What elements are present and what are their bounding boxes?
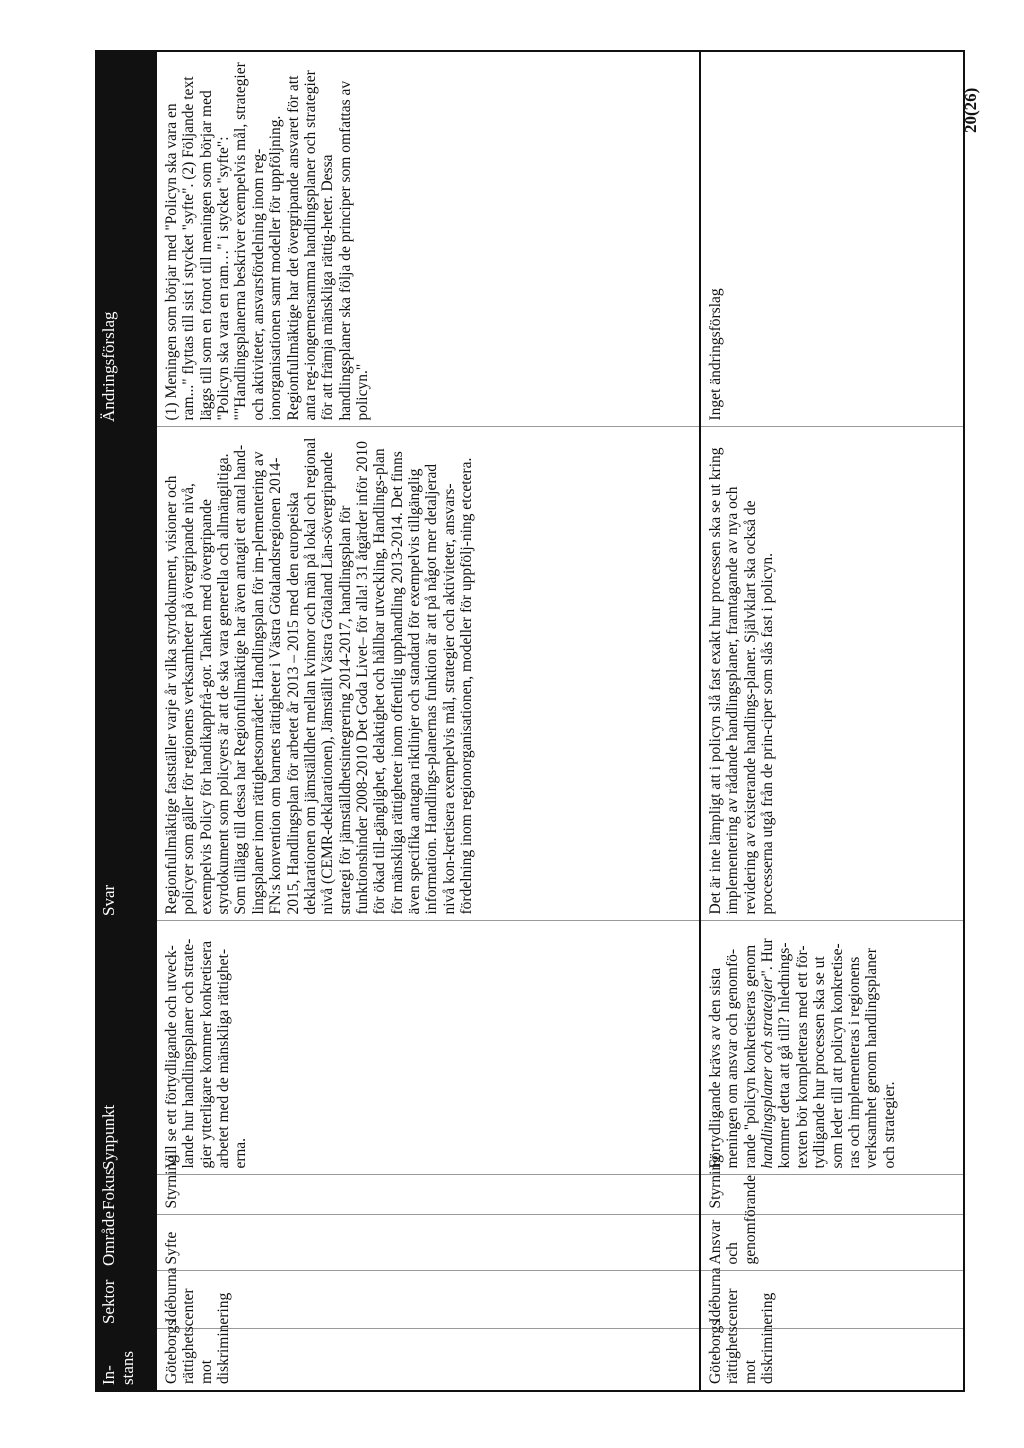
table-header-row (96, 51, 156, 1391)
header-sektor: Sektor (96, 1271, 156, 1329)
header-svar: Svar (96, 427, 156, 921)
table-row (156, 51, 700, 1391)
cell-andringsforslag: (1) Meningen som börjar med "Policyn ska vara en ram..." flyttas till sist i stycket "syfte". (2) Följande text läggs till som en fotnot till meningen som börjar med "Policyn ska vara en ram…" i stycket "syfte": ""Handlingsplanerna beskriver exempelvis mål, strategier och aktiviteter, ansvarsfördelning inom reg-ionorganisationen samt modeller för uppföljning. Regionfullmäktige har det övergripande ansvaret för att anta reg-iongemensamma handlingsplaner och strategier för att främja mänskliga rättig-heter. Dessa handlingsplaner ska följa de principer som omfattas av policyn." (156, 51, 700, 427)
cell-synpunkt (700, 921, 964, 1175)
synpunkt-text-a: Förtydligande krävs av den sista meningen om ansvar och genomfö-rande "policyn konkretiseras genom (707, 944, 759, 1169)
cell-sektor: Idéburna (700, 1271, 964, 1329)
synpunkt-text-b: ". Hur kommer detta att gå till? Inlednings-texten bör kompletteras med ett för-tydligande hur processen ska se ut som leder till att policyn konkretise-ras och implementeras i regionens verksamhet genom handlingsplaner och strategier. (759, 938, 898, 1169)
cell-svar: Det är inte lämpligt att i policyn slå fast exakt hur processen ska se ut kring implementering av rådande handlingsplaner, framtagande av nya och revidering av existerande handlings-planer. Självklart ska också de processerna utgå från de prin-ciper som slås fast i policyn. (700, 427, 964, 921)
rotated-table-frame (95, 52, 945, 1392)
cell-svar: Regionfullmäktige fastställer varje år vilka styrdokument, visioner och policyer som gäller för regionens verksamheter på övergripande nivå, exempelvis Policy för handikappfrå-gor. Tanken med övergripande styrdokument som policyers är att de ska vara generella och allmängiltiga. Som tillägg till dessa har Regionfullmäktige har även antagit ett antal hand-lingsplaner inom rättighetsområdet: Handlingsplan för im-plementering av FN:s konvention om barnets rättigheter i Västra Götalandsregionen 2014-2015, Handlingsplan för arbetet år 2013 – 2015 med den europeiska deklarationen om jämställdhet mellan kvinnor och män på lokal och regional nivå (CEMR-deklarationen), Jämställt Västra Götaland Län-sövergripande strategi för jämställdhetsintegrering 2014-2017, handlingsplan för funktionshinder 2008-2010 Det Goda Livet– för alla! 31 åtgärder inför 2010 för ökad till-gänglighet, delaktighet och hållbar utveckling, Handlings-plan för mänskliga rättigheter inom offentlig upphandling 2013-2014. Det finns även specifika antagna riktlinjer och standard för exempelvis tillgänglig information. Handlings-planernas funktion är att på något mer detaljerad nivå kon-kretisera exempelvis mål, strategier och aktiviteter, ansvars-fördelning inom regionorganisationen, modeller för uppfölj-ning etcetera. (156, 427, 700, 921)
header-andringsforslag: Ändringsförslag (96, 51, 156, 427)
cell-sektor: Idéburna (156, 1271, 700, 1329)
cell-andringsforslag: Inget ändringsförslag (700, 51, 964, 427)
cell-omrade: Ansvar och genomförande (700, 1215, 964, 1271)
header-synpunkt: Synpunkt (96, 921, 156, 1175)
header-omrade: Område (96, 1215, 156, 1271)
cell-fokus: Styrning (700, 1175, 964, 1215)
cell-synpunkt: Vill se ett förtydligande och utveck-lande hur handlingsplaner och strate-gier ytterligare kommer konkretisera arbetet med de mänskliga rättighet-erna. (156, 921, 700, 1175)
header-fokus: Fokus (96, 1175, 156, 1215)
cell-instans: Göteborgs rättighetscenter mot diskriminering (156, 1329, 700, 1391)
header-instans: In-stans (96, 1329, 156, 1391)
table-row (700, 51, 964, 1391)
consultation-table (95, 50, 965, 1392)
cell-instans: Göteborgs rättighetscenter mot diskriminering (700, 1329, 964, 1391)
cell-omrade: Syfte (156, 1215, 700, 1271)
page-number: 20(26) (961, 87, 980, 133)
cell-fokus: Styrning (156, 1175, 700, 1215)
synpunkt-text-italic: handlingsplaner och strategier (759, 976, 777, 1169)
